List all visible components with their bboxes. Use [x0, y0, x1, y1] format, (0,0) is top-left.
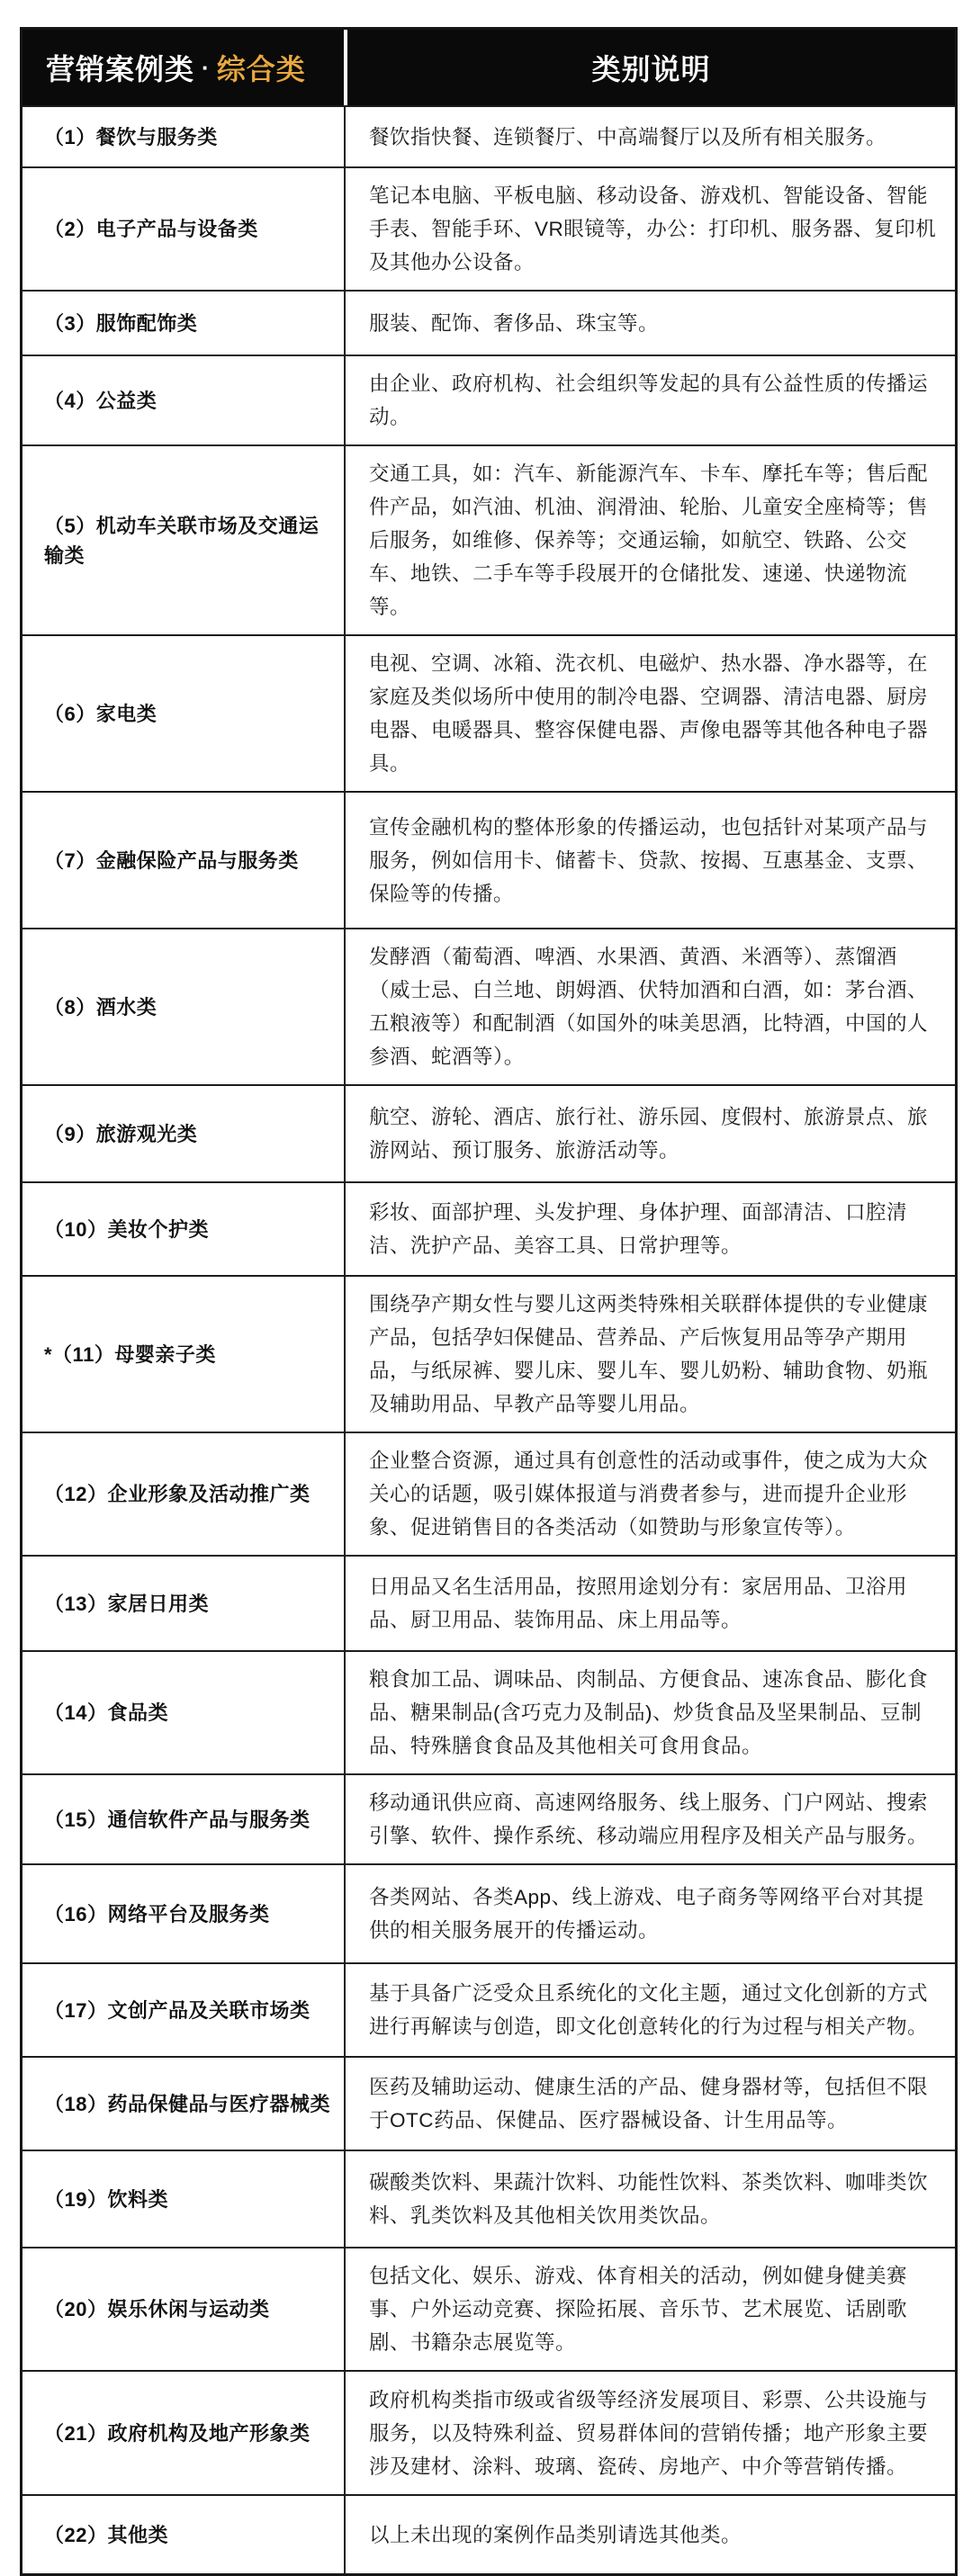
category-label: （13）家居日用类: [44, 1592, 209, 1615]
description-cell: [344, 2248, 955, 2370]
category-cell: [22, 636, 344, 791]
table-row: [22, 1432, 955, 1555]
description-cell: [344, 1557, 955, 1650]
description-text: 电视、空调、冰箱、洗衣机、电磁炉、热水器、净水器等，在家庭及类似场所中使用的制冷电器、空调器、清洁电器、厨房电器、电暖器具、整容保健电器、声像电器等其他各种电子器具。: [369, 652, 929, 775]
category-label: （19）饮料类: [44, 2187, 168, 2211]
description-cell: [344, 356, 955, 444]
category-cell: [22, 793, 344, 928]
table-row: [22, 444, 955, 634]
table-row: [22, 791, 955, 928]
table-row: [22, 1650, 955, 1773]
category-label: （10）美妆个护类: [44, 1217, 209, 1241]
category-label: （22）其他类: [44, 2523, 168, 2546]
category-cell: [22, 292, 344, 355]
category-label: （6）家电类: [44, 702, 158, 725]
description-cell: [344, 107, 955, 166]
category-cell: [22, 2372, 344, 2494]
table-row: [22, 2150, 955, 2247]
description-text: 由企业、政府机构、社会组织等发起的具有公益性质的传播运动。: [369, 372, 929, 428]
category-label: （14）食品类: [44, 1701, 168, 1724]
description-text: 碳酸类饮料、果蔬汁饮料、功能性饮料、茶类饮料、咖啡类饮料、乳类饮料及其他相关饮用类饮品。: [369, 2171, 929, 2227]
header-title-main: 营销案例类: [46, 53, 195, 85]
description-text: 企业整合资源，通过具有创意性的活动或事件，使之成为大众关心的话题，吸引媒体报道与消费者参与，进而提升企业形象、促进销售目的各类活动（如赞助与形象宣传等）。: [369, 1450, 929, 1539]
category-cell: [22, 2248, 344, 2370]
header-title-separator: ·: [202, 53, 210, 81]
description-text: 日用品又名生活用品，按照用途划分有：家居用品、卫浴用品、厨卫用品、装饰用品、床上用品等。: [369, 1575, 908, 1631]
table-row: [22, 355, 955, 444]
table-row: [22, 2494, 955, 2573]
table-row: [22, 1773, 955, 1863]
table-row: [22, 2056, 955, 2150]
category-label: （20）娱乐休闲与运动类: [44, 2298, 270, 2320]
category-cell: [22, 1433, 344, 1555]
description-text: 交通工具，如：汽车、新能源汽车、卡车、摩托车等；售后配件产品，如汽油、机油、润滑油、轮胎、儿童安全座椅等；售后服务，如维修、保养等；交通运输，如航空、铁路、公交车、地铁、二手车等手段展开的仓储批发、速递、快递物流等。: [369, 462, 929, 618]
category-label: （3）服饰配饰类: [44, 311, 198, 335]
category-cell: [22, 1557, 344, 1650]
table-row: [22, 1084, 955, 1181]
category-label: （17）文创产品及关联市场类: [44, 1998, 310, 2022]
table-row: [22, 1275, 955, 1432]
table-row: [22, 928, 955, 1084]
header-title-accent: 综合类: [216, 53, 306, 85]
description-cell: [344, 1433, 955, 1555]
category-label: （15）通信软件产品与服务类: [44, 1808, 310, 1831]
table-row: [22, 166, 955, 290]
description-cell: [344, 1775, 955, 1863]
description-cell: [344, 636, 955, 791]
category-cell: [22, 929, 344, 1084]
description-cell: [344, 2496, 955, 2573]
description-text: 彩妆、面部护理、头发护理、身体护理、面部清洁、口腔清洁、洗护产品、美容工具、日常护理等。: [369, 1201, 908, 1257]
table-row: [22, 1181, 955, 1275]
description-text: 基于具备广泛受众且系统化的文化主题，通过文化创新的方式进行再解读与创造，即文化创意转化的行为过程与相关产物。: [369, 1982, 929, 2038]
category-cell: [22, 1183, 344, 1275]
description-text: 围绕孕产期女性与婴儿这两类特殊相关联群体提供的专业健康产品，包括孕妇保健品、营养品、产后恢复用品等孕产期用品，与纸尿裤、婴儿床、婴儿车、婴儿奶粉、辅助食物、奶瓶及辅助用品、早教产品等婴儿用品。: [369, 1293, 929, 1415]
category-cell: [22, 356, 344, 444]
description-text: 医药及辅助运动、健康生活的产品、健身器材等，包括但不限于OTC药品、保健品、医疗器械设备、计生用品等。: [369, 2076, 929, 2132]
category-table: [20, 27, 958, 2576]
description-cell: [344, 168, 955, 290]
table-row: [22, 1863, 955, 1962]
table-row: [22, 2247, 955, 2370]
description-cell: [344, 292, 955, 355]
category-label: （21）政府机构及地产形象类: [44, 2421, 310, 2445]
description-text: 以上未出现的案例作品类别请选其他类。: [369, 2523, 742, 2546]
category-label: *（11）母婴亲子类: [44, 1342, 216, 1366]
category-cell: [22, 107, 344, 166]
category-label: （16）网络平台及服务类: [44, 1902, 270, 1925]
description-text: 包括文化、娱乐、游戏、体育相关的活动，例如健身健美赛事、户外运动竞赛、探险拓展、音乐节、艺术展览、话剧歌剧、书籍杂志展览等。: [369, 2265, 908, 2354]
table-row: [22, 1962, 955, 2056]
table-row: [22, 1555, 955, 1650]
description-text: 移动通讯供应商、高速网络服务、线上服务、门户网站、搜索引擎、软件、操作系统、移动端应用程序及相关产品与服务。: [369, 1791, 929, 1847]
category-label: （7）金融保险产品与服务类: [44, 848, 299, 872]
category-cell: [22, 2151, 344, 2247]
description-text: 发酵酒（葡萄酒、啤酒、水果酒、黄酒、米酒等）、蒸馏酒（威士忌、白兰地、朗姆酒、伏特加酒和白酒，如：茅台酒、五粮液等）和配制酒（如国外的味美思酒，比特酒，中国的人参酒、蛇酒等）。: [369, 946, 929, 1068]
description-text: 航空、游轮、酒店、旅行社、游乐园、度假村、旅游景点、旅游网站、预订服务、旅游活动等。: [369, 1106, 929, 1162]
category-cell: [22, 2058, 344, 2150]
description-text: 各类网站、各类App、线上游戏、电子商务等网络平台对其提供的相关服务展开的传播运动。: [369, 1886, 924, 1942]
category-cell: [22, 2496, 344, 2573]
description-cell: [344, 2151, 955, 2247]
description-cell: [344, 929, 955, 1084]
category-cell: [22, 1775, 344, 1863]
category-label: （4）公益类: [44, 389, 158, 412]
description-cell: [344, 1277, 955, 1432]
header-left-cell: [22, 30, 344, 105]
table-row: [22, 105, 955, 166]
table-row: [22, 634, 955, 791]
description-text: 粮食加工品、调味品、肉制品、方便食品、速冻食品、膨化食品、糖果制品(含巧克力及制品)、炒货食品及坚果制品、豆制品、特殊膳食食品及其他相关可食用食品。: [369, 1668, 929, 1757]
category-label: （8）酒水类: [44, 995, 158, 1019]
category-cell: [22, 1964, 344, 2056]
header-right-title: 类别说明: [591, 53, 711, 85]
category-label: （18）药品保健品与医疗器械类: [44, 2092, 330, 2115]
description-cell: [344, 2372, 955, 2494]
category-cell: [22, 1086, 344, 1181]
category-label: （12）企业形象及活动推广类: [44, 1483, 310, 1505]
category-label: （9）旅游观光类: [44, 1122, 198, 1145]
table-row: [22, 2370, 955, 2494]
category-cell: [22, 1652, 344, 1773]
description-cell: [344, 1086, 955, 1181]
category-label: （1）餐饮与服务类: [44, 125, 218, 148]
header-right-cell: [344, 30, 955, 105]
description-text: 笔记本电脑、平板电脑、移动设备、游戏机、智能设备、智能手表、智能手环、VR眼镜等，办公：打印机、服务器、复印机及其他办公设备。: [369, 184, 937, 274]
table-row: [22, 290, 955, 355]
description-cell: [344, 793, 955, 928]
description-text: 政府机构类指市级或省级等经济发展项目、彩票、公共设施与服务，以及特殊利益、贸易群体间的营销传播；地产形象主要涉及建材、涂料、玻璃、瓷砖、房地产、中介等营销传播。: [369, 2388, 929, 2478]
description-cell: [344, 1183, 955, 1275]
description-text: 餐饮指快餐、连锁餐厅、中高端餐厅以及所有相关服务。: [369, 125, 887, 148]
description-text: 宣传金融机构的整体形象的传播运动，也包括针对某项产品与服务，例如信用卡、储蓄卡、贷款、按揭、互惠基金、支票、保险等的传播。: [369, 815, 929, 905]
category-cell: [22, 1277, 344, 1432]
category-label: （2）电子产品与设备类: [44, 218, 258, 240]
description-cell: [344, 1865, 955, 1962]
category-cell: [22, 168, 344, 290]
description-cell: [344, 446, 955, 634]
header-row: [22, 30, 955, 105]
description-cell: [344, 2058, 955, 2150]
description-cell: [344, 1964, 955, 2056]
description-cell: [344, 1652, 955, 1773]
description-text: 服装、配饰、奢侈品、珠宝等。: [369, 311, 660, 335]
category-label: （5）机动车关联市场及交通运输类: [44, 514, 320, 567]
category-cell: [22, 1865, 344, 1962]
category-cell: [22, 446, 344, 634]
